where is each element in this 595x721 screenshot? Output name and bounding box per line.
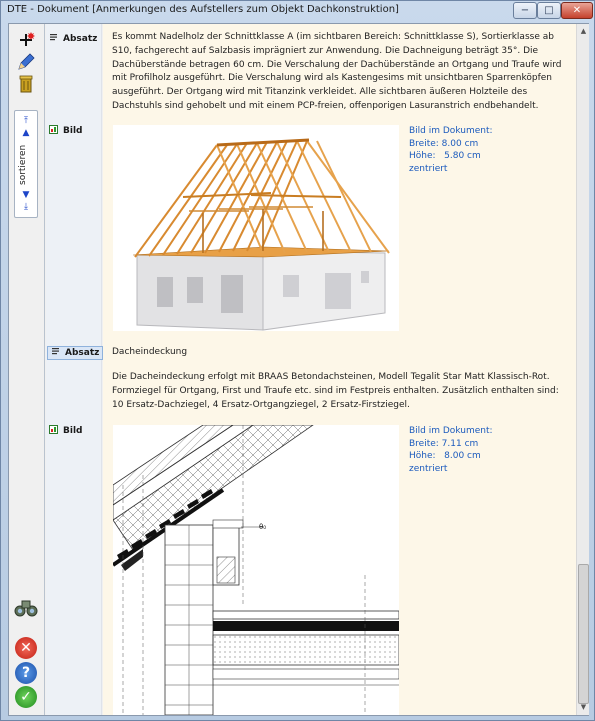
title-bar[interactable] <box>1 1 594 22</box>
paragraph-heading-2[interactable]: Dacheindeckung <box>112 347 188 357</box>
binoculars-icon[interactable] <box>14 596 38 618</box>
paragraph-text-1[interactable]: Es kommt Nadelholz der Schnittklasse A (im sichtbaren Bereich: Schnittklasse S), Sortierklasse ab S10, fachgerecht auf Salzbasis imprägniert zur Anwendung. Die Dachneigung beträgt 35°. Die Dachüberstände betragen 60 cm. Die Verschalung der Dachüberstände an Ortgang und Traufe wird mit Profilholz ausgeführt. Die Verschalung wird als Kastengesims mit unsichtbaren Sparrenköpfen ausgeführt. Der Ortgang wird mit Titanzink verkleidet. Alle sichtbaren äußeren Holzteile des Dachstuhls sind gehobelt und mit einem PCP-freien, offenporigen Lasuranstrich endbehandelt. <box>112 32 562 111</box>
vertical-scrollbar[interactable] <box>576 24 589 715</box>
add-icon[interactable] <box>16 30 36 50</box>
delete-bin-icon[interactable] <box>16 74 36 94</box>
move-up-icon[interactable]: ▲ <box>22 128 30 138</box>
roof-truss-image[interactable] <box>113 125 399 331</box>
paragraph-icon <box>51 347 60 356</box>
edit-pencil-icon[interactable] <box>16 52 36 72</box>
cancel-icon[interactable]: ✕ <box>15 637 37 659</box>
picture-info-height: Höhe: 5.80 cm <box>409 151 481 161</box>
picture-icon <box>49 425 58 434</box>
minimize-button[interactable]: − <box>513 2 537 19</box>
picture-info-2 <box>409 425 493 475</box>
document-content[interactable] <box>103 24 576 715</box>
element-type-column <box>46 24 102 715</box>
row-type-label: Absatz <box>65 348 100 358</box>
scrollbar-thumb[interactable] <box>578 564 589 704</box>
row-type-bild-2[interactable] <box>49 425 82 439</box>
picture-info-align: zentriert <box>409 163 448 174</box>
window-title: DTE - Dokument [Anmerkungen des Aufstellers zum Objekt Dachkonstruktion] <box>7 4 399 15</box>
maximize-button[interactable]: □ <box>537 2 561 19</box>
picture-info-label: Bild im Dokument: <box>409 126 493 136</box>
picture-info-height: Höhe: 8.00 cm <box>409 451 481 461</box>
help-icon[interactable]: ? <box>15 662 37 684</box>
move-bottom-icon[interactable]: ⤓ <box>24 202 28 212</box>
row-type-absatz-2[interactable] <box>47 346 103 360</box>
drawing-angle-label: θ₀ <box>259 523 267 531</box>
picture-info-align: zentriert <box>409 463 448 474</box>
row-type-label: Bild <box>63 126 83 136</box>
sort-panel <box>14 110 38 218</box>
picture-info-1 <box>409 125 493 175</box>
paragraph-text-2[interactable]: Die Dacheindeckung erfolgt mit BRAAS Betondachsteinen, Modell Tegalit Star Matt Klassisch-Rot. Formziegel für Ortgang, First und Traufe etc. sind im Festpreis enthalten. Zusätzlich enthalten sind: 10 Ersatz-Dachziegel, 4 Ersatz-Ortgangziegel, 2 Ersatz-Firstziegel. <box>112 372 559 410</box>
move-top-icon[interactable]: ⤒ <box>24 116 28 126</box>
roof-section-drawing[interactable] <box>113 425 399 715</box>
scroll-up-icon[interactable]: ▲ <box>580 27 587 35</box>
picture-info-width: Breite: 7.11 cm <box>409 438 479 449</box>
roof-truss-illustration <box>113 125 399 331</box>
picture-icon <box>49 125 58 134</box>
sort-label: sortieren <box>18 144 28 186</box>
client-area <box>8 23 589 716</box>
picture-info-label: Bild im Dokument: <box>409 426 493 436</box>
roof-detail-drawing <box>113 425 399 715</box>
scroll-down-icon[interactable]: ▼ <box>580 703 587 711</box>
row-type-absatz-1[interactable] <box>49 33 97 47</box>
row-type-bild-1[interactable] <box>49 125 82 139</box>
ok-icon[interactable]: ✓ <box>15 686 37 708</box>
row-type-label: Absatz <box>63 34 98 44</box>
row-type-label: Bild <box>63 426 83 436</box>
picture-info-width: Breite: 8.00 cm <box>409 138 479 149</box>
left-toolbar <box>9 24 45 715</box>
close-button[interactable]: ✕ <box>561 2 593 19</box>
paragraph-icon <box>49 33 58 42</box>
move-down-icon[interactable]: ▼ <box>22 190 30 200</box>
